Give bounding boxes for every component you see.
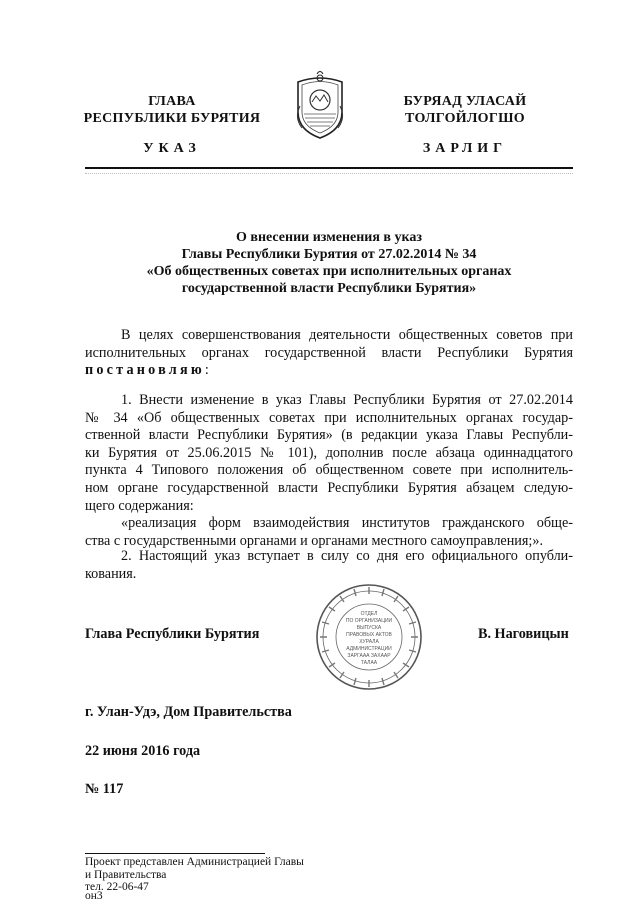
decree-number: № 117 (85, 781, 124, 797)
stamp-text: ХУРАЛА (359, 639, 379, 645)
place-of-signing: г. Улан-Удэ, Дом Правительства (85, 704, 292, 720)
header-right-line2: ТОЛГОЙЛОГШО (405, 111, 525, 126)
footnote-line: и Правительства (85, 868, 167, 881)
quote-line: «реализация форм взаимодействия институтов гражданского обще- (121, 515, 573, 532)
coat-of-arms-emblem (290, 70, 350, 140)
signatory-position: Глава Республики Бурятия (85, 626, 260, 642)
title-line: Главы Республики Бурятия от 27.02.2014 № 34 (181, 247, 477, 262)
item-1-paragraph (85, 392, 573, 550)
stamp-text: ВЫПУСКА (356, 625, 382, 631)
footnote (85, 856, 304, 894)
signing-date: 22 июня 2016 года (85, 743, 201, 759)
stamp-text: ОТДЕЛ (360, 611, 378, 617)
title-line: О внесении изменения в указ (236, 230, 422, 245)
header-right (345, 93, 585, 127)
preamble-line: В целях совершенствования деятельности общественных советов при (121, 327, 573, 343)
header-left (52, 93, 292, 127)
item-1-line: № 34 «Об общественных советах при исполнительных органах государ- (85, 409, 573, 426)
item-1-line: щего содержания: (85, 497, 194, 514)
header-dotted-line (85, 173, 573, 174)
decree-word: постановляю (85, 362, 205, 379)
item-2-paragraph (85, 548, 573, 583)
stamp-text: ПРАВОВЫХ АКТОВ (346, 632, 392, 638)
header-left-line1: ГЛАВА (148, 94, 196, 109)
header-left-line2: РЕСПУБЛИКИ БУРЯТИЯ (83, 111, 261, 126)
header-divider (85, 167, 573, 169)
decree-colon: : (204, 362, 209, 379)
title-line: «Об общественных советах при исполнительных органах (146, 264, 512, 279)
stamp-text: ЗАРГААА ЗАХААР (347, 653, 391, 659)
quote-line: ства с государственными органами и органами местного самоуправления;». (85, 532, 544, 549)
doc-type-left: УКАЗ (143, 141, 201, 156)
item-1-line: пункта 4 Типового положения об общественном совете при исполнитель- (85, 462, 573, 479)
signatory-name: В. Наговицын (478, 626, 569, 642)
preamble-paragraph (85, 327, 573, 380)
footnote-line: тел. 22-06-47 (85, 881, 149, 893)
document-code: он3 (85, 890, 103, 902)
item-2-line: кования. (85, 565, 137, 582)
item-1-line: ном органе государственной власти Республики Бурятия абзацем следую- (85, 479, 573, 496)
item-1-line: 1. Внести изменение в указ Главы Республики Бурятия от 27.02.2014 (121, 392, 573, 408)
header-right-line1: БУРЯАД УЛАСАЙ (403, 94, 527, 109)
stamp-text: ПО ОРГАНИЗАЦИИ (345, 618, 393, 624)
footnote-divider (85, 853, 265, 854)
decree-line (85, 362, 573, 380)
stamp-text: АДМИНИСТРАЦИИ (346, 646, 392, 652)
item-2-line: 2. Настоящий указ вступает в силу со дня его официального опубли- (121, 548, 573, 564)
stamp-text: ТАЛАА (360, 660, 378, 666)
item-1-line: ки Бурятия от 25.06.2015 № 101), дополнив после абзаца одиннадцатого (85, 444, 573, 461)
official-seal-stamp (314, 582, 424, 692)
document-title (90, 229, 568, 297)
preamble-line: исполнительных органах государственной власти Республики Бурятия (85, 344, 573, 361)
doc-type-right: ЗАРЛИГ (422, 141, 508, 156)
footnote-line: Проект представлен Администрацией Главы (85, 856, 304, 868)
item-1-line: ственной власти Республики Бурятия» (в редакции указа Главы Республи- (85, 427, 573, 444)
title-line: государственной власти Республики Бурятия» (181, 281, 477, 296)
